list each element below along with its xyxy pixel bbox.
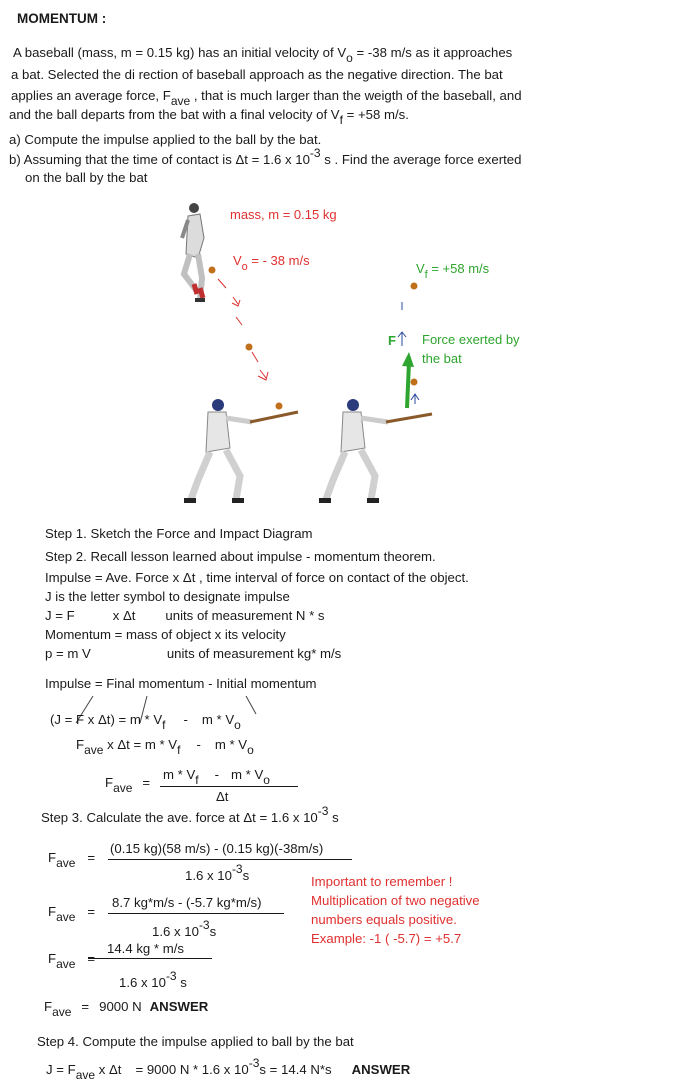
step-4-equation: J = Fave x Δt = 9000 N * 1.6 x 10-3s = 14.4 N*s ANSWER xyxy=(46,1056,411,1082)
equation-1: (J = F x Δt) = m * Vf - m * Vo xyxy=(50,712,241,732)
ball-1 xyxy=(209,267,216,274)
calc-3-lhs: Fave = xyxy=(48,951,96,971)
calc-3-numerator: 14.4 kg * m/s xyxy=(107,941,184,956)
batter-figure-1 xyxy=(184,399,298,503)
impact-diagram xyxy=(0,190,700,520)
fraction-line-calc3 xyxy=(88,958,212,959)
note-line-4: Example: -1 ( -5.7) = +5.7 xyxy=(311,931,462,946)
step-2-line-2: J is the letter symbol to designate impulse xyxy=(45,589,290,604)
equation-3-denominator: Δt xyxy=(216,789,229,804)
equation-2: Fave x Δt = m * Vf - m * Vo xyxy=(76,737,254,757)
calc-2-numerator: 8.7 kg*m/s - (-5.7 kg*m/s) xyxy=(112,895,262,910)
ball-out-2 xyxy=(411,379,418,386)
result-line: Fave = 9000 N ANSWER xyxy=(44,999,209,1019)
pitcher-figure xyxy=(182,203,205,302)
batter-figure-2 xyxy=(319,399,432,503)
problem-line-3: applies an average force, Fave , that is much larger than the weigth of the baseball, and xyxy=(11,88,522,108)
step-2-line-3: J = F x Δt units of measurement N * s xyxy=(45,608,325,623)
equation-3-lhs: Fave = xyxy=(105,775,151,795)
fraction-line-eq3 xyxy=(160,786,298,787)
force-label-2: the bat xyxy=(422,351,462,366)
calc-2-denominator: 1.6 x 10-3s xyxy=(152,918,217,939)
mass-label: mass, m = 0.15 kg xyxy=(230,207,337,222)
calc-3-denominator: 1.6 x 10-3 s xyxy=(119,969,187,990)
calc-1-lhs: Fave = xyxy=(48,850,96,870)
calc-1-numerator: (0.15 kg)(58 m/s) - (0.15 kg)(-38m/s) xyxy=(110,841,324,856)
step-2-line-5: p = m V units of measurement kg* m/s xyxy=(45,646,342,661)
step-2-line-4: Momentum = mass of object x its velocity xyxy=(45,627,286,642)
question-b-cont: on the ball by the bat xyxy=(25,170,148,185)
problem-line-1: A baseball (mass, m = 0.15 kg) has an initial velocity of Vo = -38 m/s as it approaches xyxy=(13,45,513,65)
problem-line-4: and the ball departs from the bat with a final velocity of Vf = +58 m/s. xyxy=(9,107,409,127)
question-b: b) Assuming that the time of contact is Δt = 1.6 x 10-3 s . Find the average force exerted xyxy=(9,146,522,167)
fraction-line-calc2 xyxy=(108,913,284,914)
step-2: Step 2. Recall lesson learned about impulse - momentum theorem. xyxy=(45,549,436,564)
calc-2-lhs: Fave = xyxy=(48,904,96,924)
step-1: Step 1. Sketch the Force and Impact Diagram xyxy=(45,526,313,541)
ball-out-1 xyxy=(411,283,418,290)
note-line-2: Multiplication of two negative xyxy=(311,893,480,908)
note-line-1: Important to remember ! xyxy=(311,874,453,889)
note-line-3: numbers equals positive. xyxy=(311,912,457,927)
fraction-line-calc1 xyxy=(108,859,352,860)
vf-label: $V_f = +58$ m/s xyxy=(416,261,490,281)
step-2-line-1: Impulse = Ave. Force x Δt , time interval of force on contact of the object. xyxy=(45,570,469,585)
step-2-line-6: Impulse = Final momentum - Initial momentum xyxy=(45,676,317,691)
problem-line-2: a bat. Selected the di rection of baseball approach as the negative direction. The bat xyxy=(11,67,503,82)
force-symbol: F xyxy=(388,333,396,348)
force-label-1: Force exerted by xyxy=(422,332,520,347)
ball-2 xyxy=(246,344,253,351)
page-title: MOMENTUM : xyxy=(17,11,107,26)
v0-label: $V_o$ = - 38 m/s xyxy=(233,253,310,273)
calc-1-denominator: 1.6 x 10-3s xyxy=(185,862,250,883)
question-a: a) Compute the impulse applied to the ball by the bat. xyxy=(9,132,322,147)
step-4: Step 4. Compute the impulse applied to ball by the bat xyxy=(37,1034,354,1049)
ball-3 xyxy=(276,403,283,410)
equation-3-numerator: m * Vf - m * Vo xyxy=(163,767,270,787)
force-arrow xyxy=(402,352,414,367)
step-3: Step 3. Calculate the ave. force at Δt = 1.6 x 10-3 s xyxy=(41,804,339,825)
